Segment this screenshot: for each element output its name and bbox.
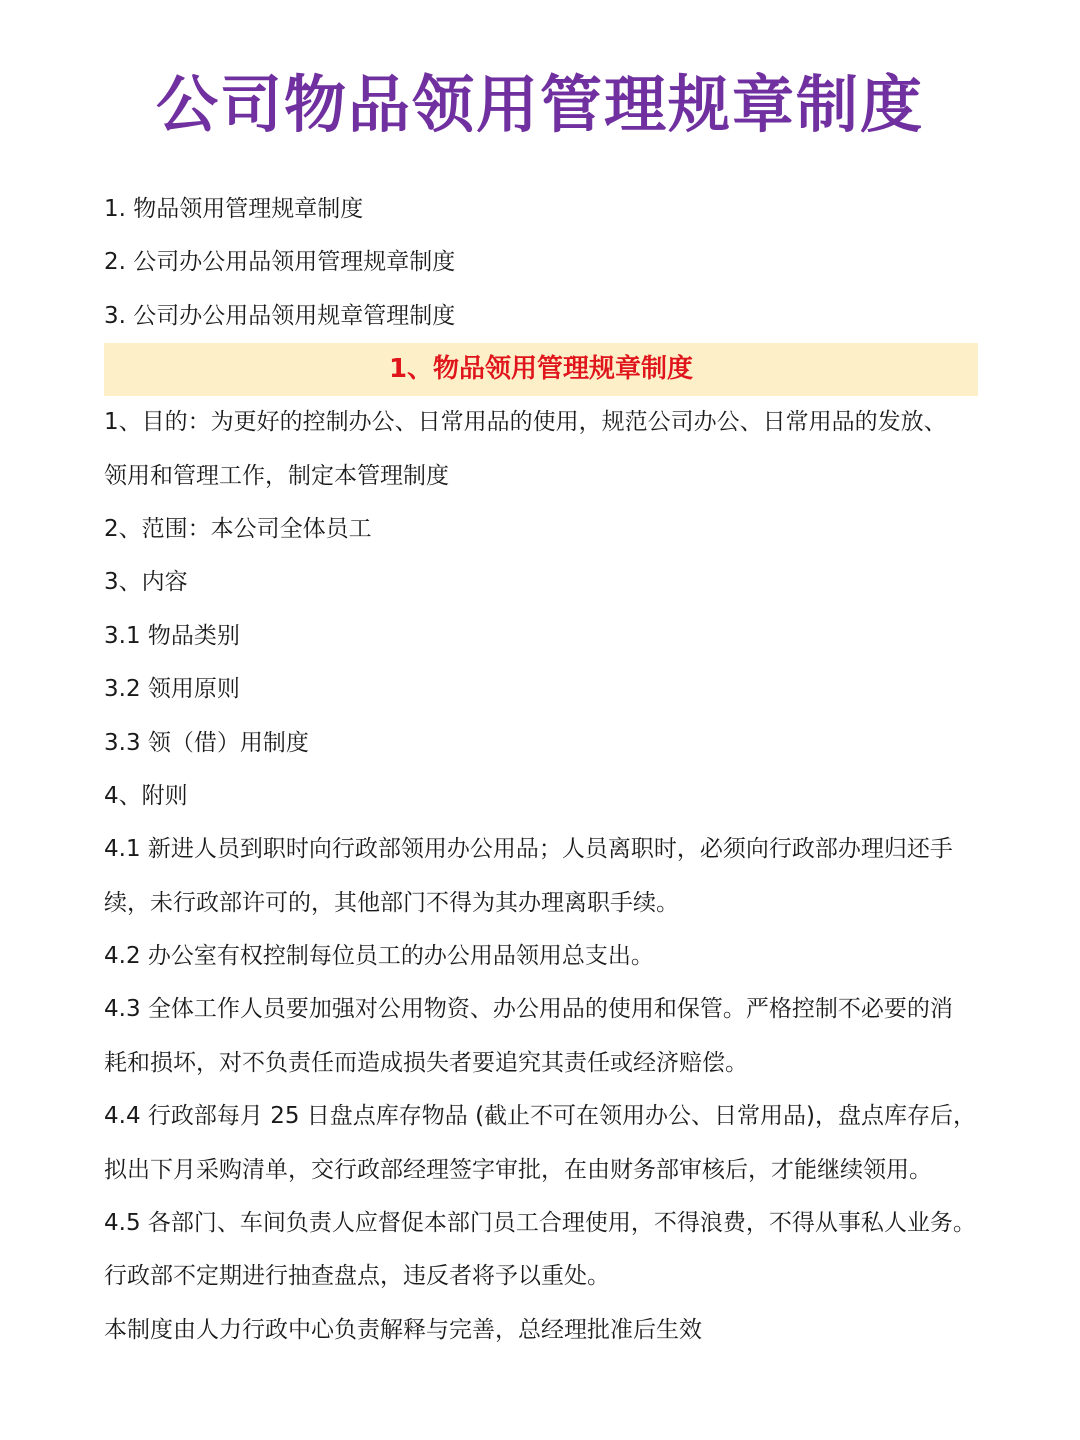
page-title: 公司物品领用管理规章制度: [155, 68, 924, 141]
toc-item: 1. 物品领用管理规章制度: [104, 196, 364, 222]
body-line-4-5-cont: 行政部不定期进行抽查盘点，违反者将予以重处。: [104, 1263, 610, 1290]
body-line-4-3-cont: 耗和损坏，对不负责任而造成损失者要追究其责任或经济赔偿。: [104, 1049, 748, 1076]
body-line-4-3: 4.3 全体工作人员要加强对公用物资、办公用品的使用和保管。严格控制不必要的消: [104, 996, 953, 1023]
body-line-scope: 2、范围：本公司全体员工: [104, 515, 372, 542]
body-line-appendix: 4、附则: [104, 782, 188, 809]
toc-item: 3. 公司办公用品领用规章管理制度: [104, 302, 456, 329]
section-heading: 1、物品领用管理规章制度: [104, 343, 978, 396]
body-line-purpose: 1、目的：为更好的控制办公、日常用品的使用，规范公司办公、日常用品的发放、: [104, 409, 947, 436]
body-line-3-2: 3.2 领用原则: [104, 676, 240, 703]
body-line-3-3: 3.3 领（借）用制度: [104, 729, 309, 756]
body-line-closing: 本制度由人力行政中心负责解释与完善，总经理批准后生效: [104, 1316, 702, 1343]
body-line-4-4: 4.4 行政部每月 25 日盘点库存物品 (截止不可在领用办公、日常用品)，盘点库存后，: [104, 1103, 977, 1130]
body-line-3-1: 3.1 物品类别: [104, 622, 240, 649]
body-line-4-4-cont: 拟出下月采购清单，交行政部经理签字审批，在由财务部审核后，才能继续领用。: [104, 1156, 932, 1183]
toc-item: 2. 公司办公用品领用管理规章制度: [104, 249, 456, 276]
document-body: [104, 183, 978, 1357]
body-line-4-5: 4.5 各部门、车间负责人应督促本部门员工合理使用，不得浪费，不得从事私人业务。: [104, 1210, 976, 1237]
body-line-4-1: 4.1 新进人员到职时向行政部领用办公用品；人员离职时，必须向行政部办理归还手: [104, 836, 953, 863]
body-line-4-1-cont: 续，未行政部许可的，其他部门不得为其办理离职手续。: [104, 889, 679, 916]
body-line-4-2: 4.2 办公室有权控制每位员工的办公用品领用总支出。: [104, 943, 654, 970]
body-line-content: 3、内容: [104, 569, 188, 596]
body-line-purpose-cont: 领用和管理工作，制定本管理制度: [104, 462, 449, 489]
